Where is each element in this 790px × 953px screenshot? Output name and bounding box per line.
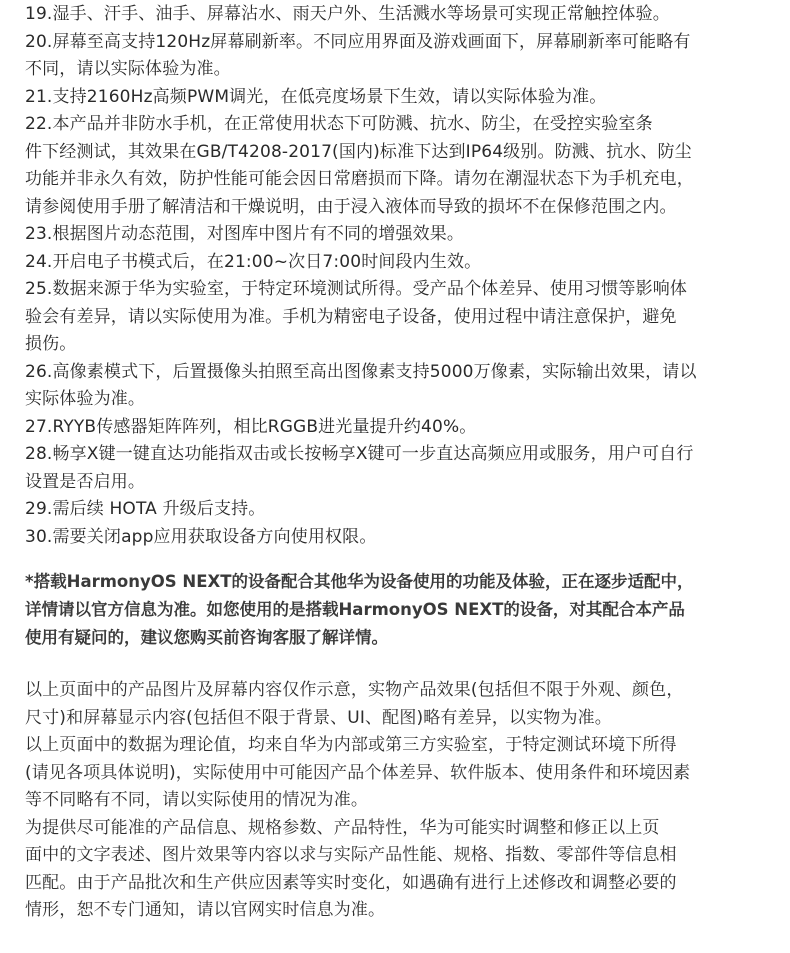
note-item-24: 24.开启电子书模式后，在21:00~次日7:00时间段内生效。 [25, 251, 482, 272]
note-item-29: 29.需后续 HOTA 升级后支持。 [25, 499, 266, 519]
disclaimer-images: 以上页面中的产品图片及屏幕内容仅作示意，实物产品效果(包括但不限于外观、颜色， 尺寸)和屏幕显示内容(包括但不限于背景、UI、配图)略有差异，以实物为准。 [25, 680, 684, 728]
note-item-26: 26.高像素模式下，后置摄像头拍照至高出图像素支持5000万像素，实际输出效果，请以 实际体验为准。 [25, 361, 697, 409]
note-item-27: 27.RYYB传感器矩阵阵列，相比RGGB进光量提升约40%。 [25, 416, 477, 437]
note-item-22: 22.本产品并非防水手机，在正常使用状态下可防溅、抗水、防尘，在受控实验室条 件下经测试，其效果在GB/T4208-2017(国内)标准下达到IP64级别。防溅、抗水、防尘 功能并非永久有效，防护性能可能会因日常磨损而下降。请勿在潮湿状态下为手机充电， 请参阅使用手册了解清洁和干燥说明，由于浸入液体而导致的损坏不在保修范围之内。 [25, 114, 694, 217]
harmonyos-compatibility-note: *搭载HarmonyOS NEXT的设备配合其他华为设备使用的功能及体验，正在逐步适配中， 详情请以官方信息为准。如您使用的是搭载HarmonyOS NEXT的设备，对其配合本产品 使用有疑问的，建议您购买前咨询客服了解详情。 [25, 572, 694, 647]
note-item-23: 23.根据图片动态范围，对图库中图片有不同的增强效果。 [25, 224, 465, 244]
note-item-21: 21.支持2160Hz高频PWM调光，在低亮度场景下生效，请以实际体验为准。 [25, 86, 607, 107]
note-item-20: 20.屏幕至高支持120Hz屏幕刷新率。不同应用界面及游戏画面下，屏幕刷新率可能略有 不同，请以实际体验为准。 [25, 31, 691, 79]
note-item-30: 30.需要关闭app应用获取设备方向使用权限。 [25, 526, 377, 547]
numbered-notes-list [25, 1, 770, 551]
note-item-28: 28.畅享X键一键直达功能指双击或长按畅享X键可一步直达高频应用或服务，用户可自行 设置是否启用。 [25, 444, 694, 492]
note-item-25: 25.数据来源于华为实验室，于特定环境测试所得。受产品个体差异、使用习惯等影响体 验会有差异，请以实际使用为准。手机为精密电子设备，使用过程中请注意保护，避免 损伤。 [25, 279, 688, 354]
disclaimer-updates: 为提供尽可能准的产品信息、规格参数、产品特性，华为可能实时调整和修正以上页 面中的文字表述、图片效果等内容以求与实际产品性能、规格、指数、零部件等信息相 匹配。由于产品批次和生产供应因素等实时变化，如遇确有进行上述修改和调整必要的 情形，恕不专门通知，请以官网实时信息为准。 [25, 817, 677, 920]
note-item-19: 19.湿手、汗手、油手、屏幕沾水、雨天户外、生活溅水等场景可实现正常触控体验。 [25, 4, 670, 24]
disclaimer-data: 以上页面中的数据为理论值，均来自华为内部或第三方实验室，于特定测试环境下所得 (请见各项具体说明)，实际使用中可能因产品个体差异、软件版本、使用条件和环境因素 等不同略有不同，请以实际使用的情况为准。 [25, 735, 691, 810]
disclaimer-section [25, 677, 770, 925]
